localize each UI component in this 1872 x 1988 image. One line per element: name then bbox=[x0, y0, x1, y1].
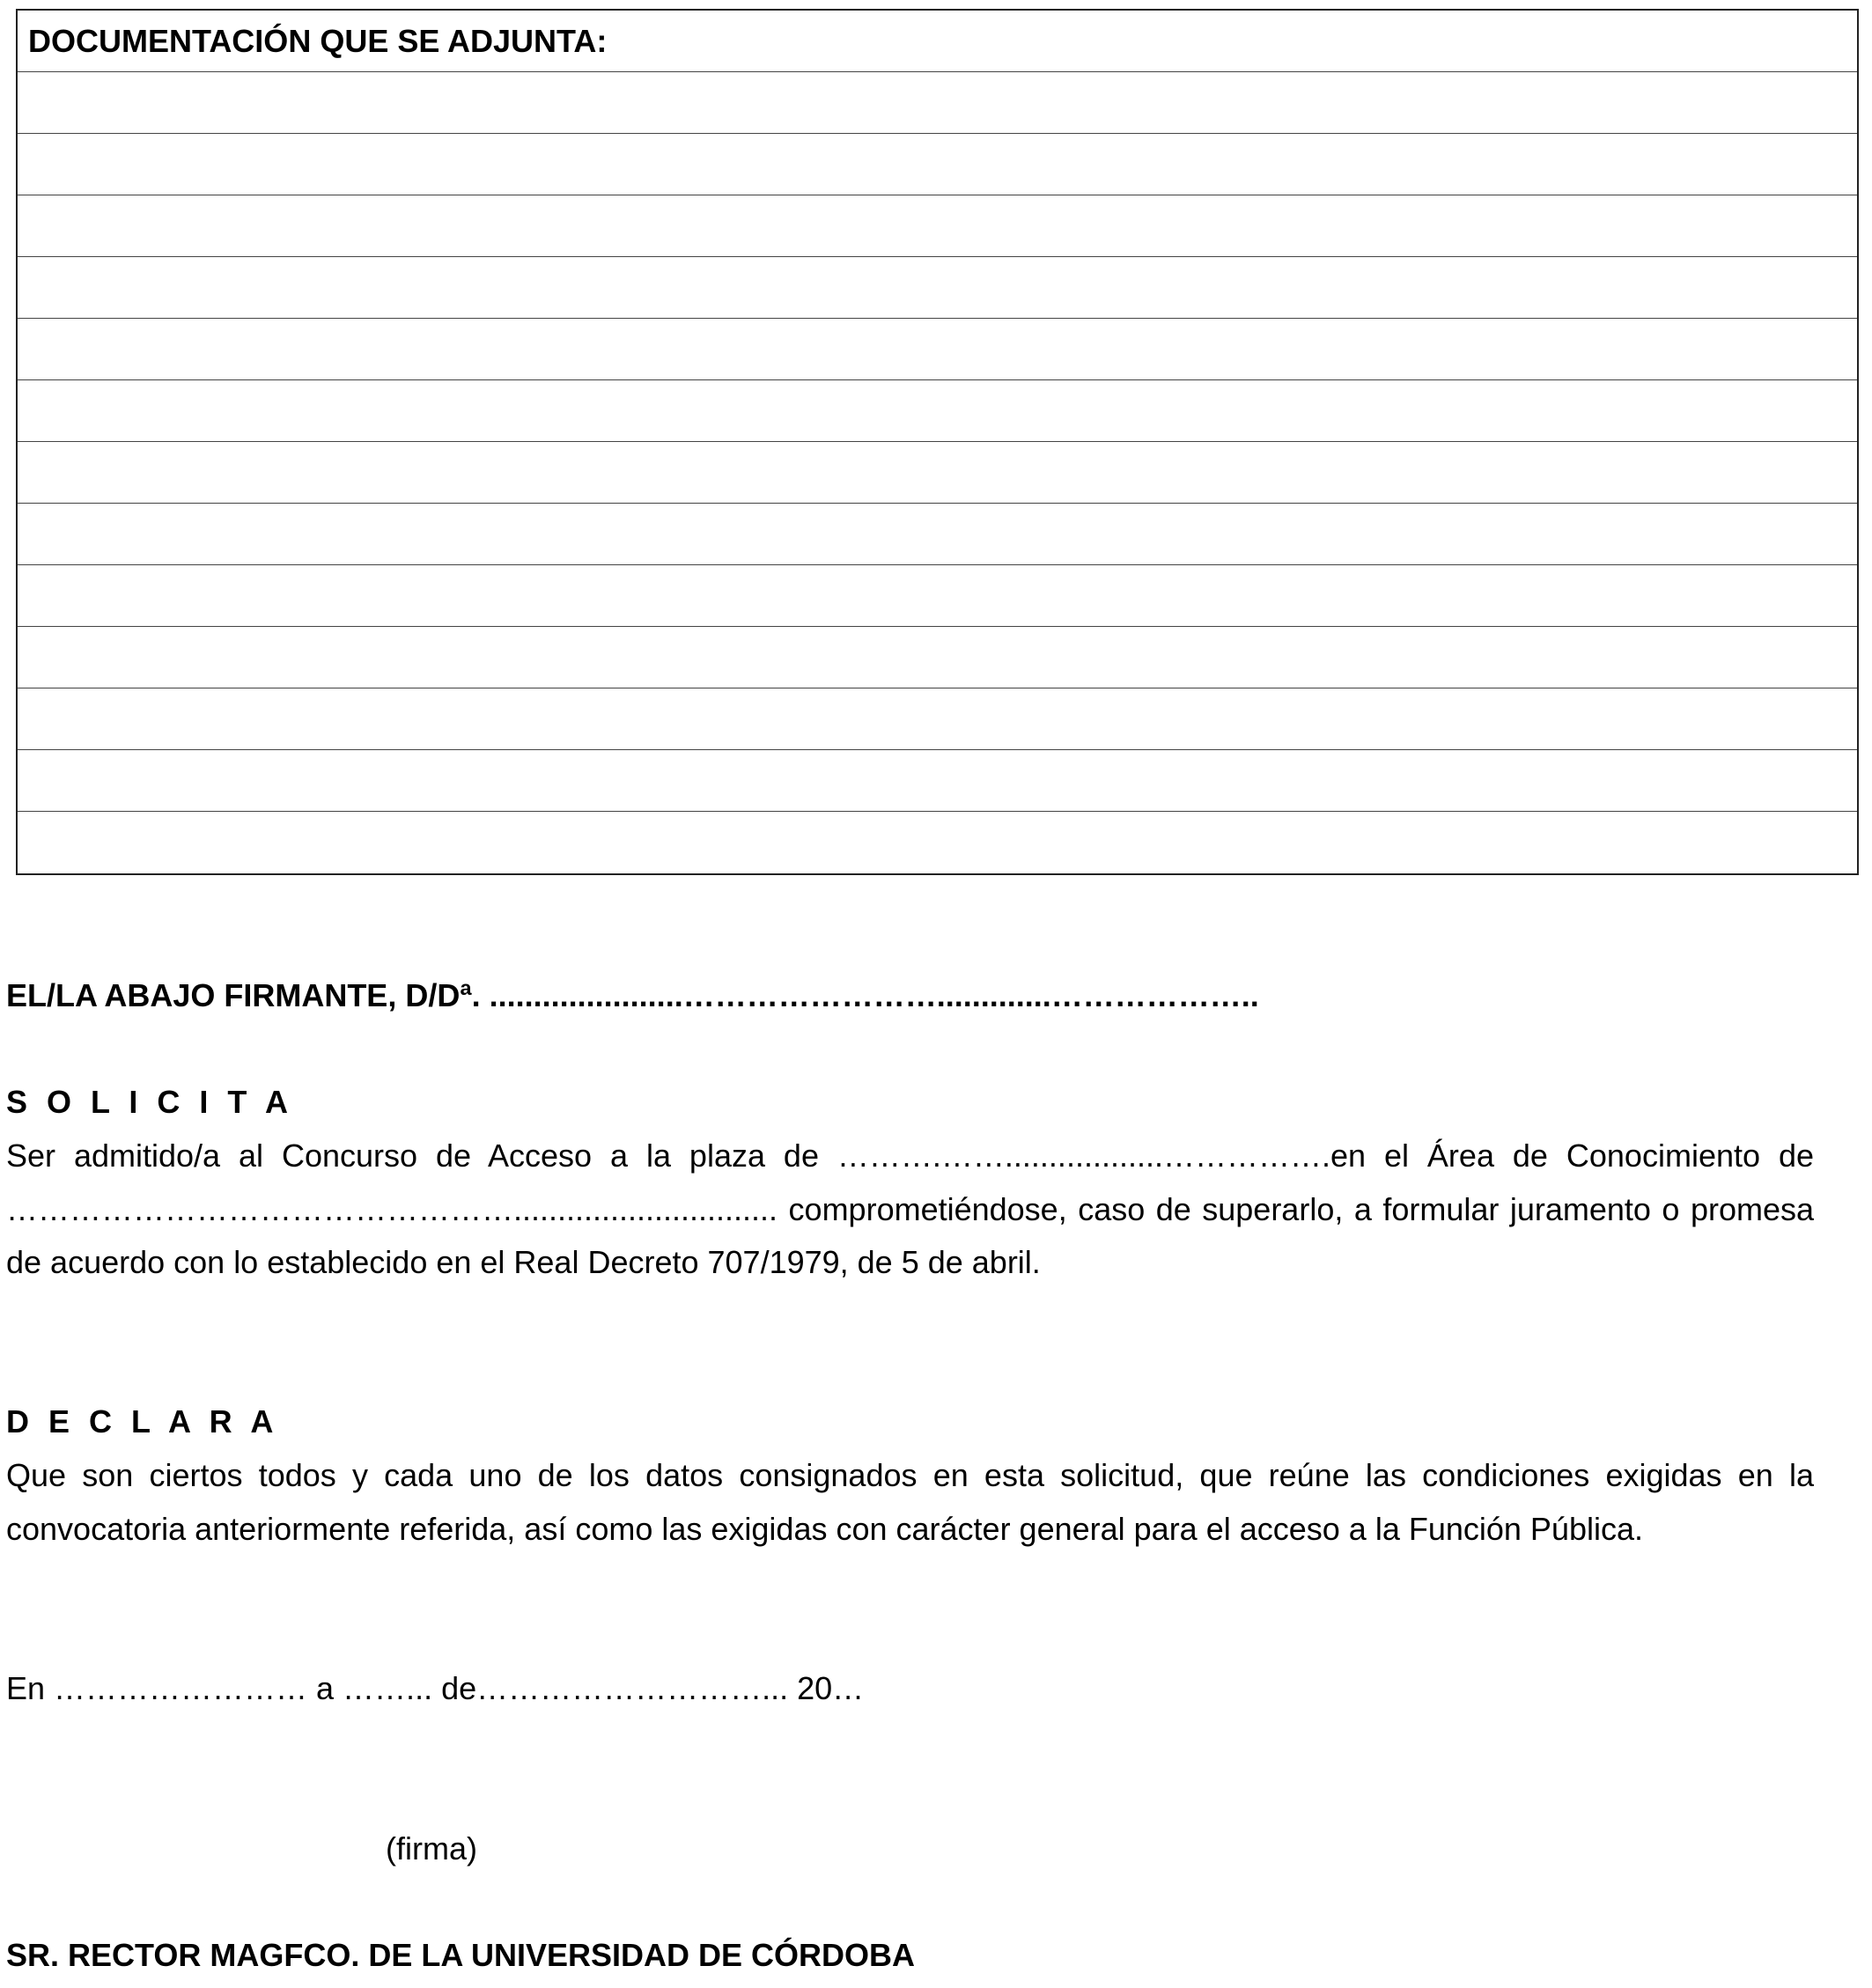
attachment-row[interactable] bbox=[18, 134, 1857, 195]
attachment-row[interactable] bbox=[18, 627, 1857, 688]
attachment-row[interactable] bbox=[18, 380, 1857, 442]
attachment-row[interactable] bbox=[18, 565, 1857, 627]
solicita-text: Ser admitido/a al Concurso de Acceso a la plaza de ……….……..................…………….en el Área de Conocimiento de ………………………………………….............................. comprometiéndose, caso de superarlo, a formular juramento o promesa de acuerdo con lo establecido en el Real Decreto 707/1979, de 5 de abril. bbox=[6, 1138, 1814, 1280]
attachment-row[interactable] bbox=[18, 72, 1857, 134]
solicita-heading: S O L I C I T A bbox=[6, 1084, 294, 1120]
declara-heading: D E C L A R A bbox=[6, 1403, 279, 1439]
signer-line: EL/LA ABAJO FIRMANTE, D/Dª. ......................…………………….............……………….. bbox=[6, 977, 1259, 1013]
attachments-header: DOCUMENTACIÓN QUE SE ADJUNTA: bbox=[18, 11, 1857, 72]
attachment-row[interactable] bbox=[18, 195, 1857, 257]
signature-label: (firma) bbox=[386, 1830, 477, 1867]
attachment-row[interactable] bbox=[18, 812, 1857, 873]
addressee: SR. RECTOR MAGFCO. DE LA UNIVERSIDAD DE CÓRDOBA bbox=[6, 1937, 916, 1973]
attachment-row[interactable] bbox=[18, 750, 1857, 812]
date-line: En …………………… a ……... de………………………... 20… bbox=[6, 1670, 865, 1706]
attachment-row[interactable] bbox=[18, 257, 1857, 319]
attachment-row[interactable] bbox=[18, 504, 1857, 565]
attachment-row[interactable] bbox=[18, 688, 1857, 750]
declara-text: Que son ciertos todos y cada uno de los datos consignados en esta solicitud, que reúne las condiciones exigidas en la convocatoria anteriormente referida, así como las exigidas con carácter general para el acceso a la Función Pública. bbox=[6, 1457, 1814, 1547]
attachment-row[interactable] bbox=[18, 319, 1857, 380]
attachment-row[interactable] bbox=[18, 442, 1857, 504]
attachments-table bbox=[16, 9, 1859, 875]
